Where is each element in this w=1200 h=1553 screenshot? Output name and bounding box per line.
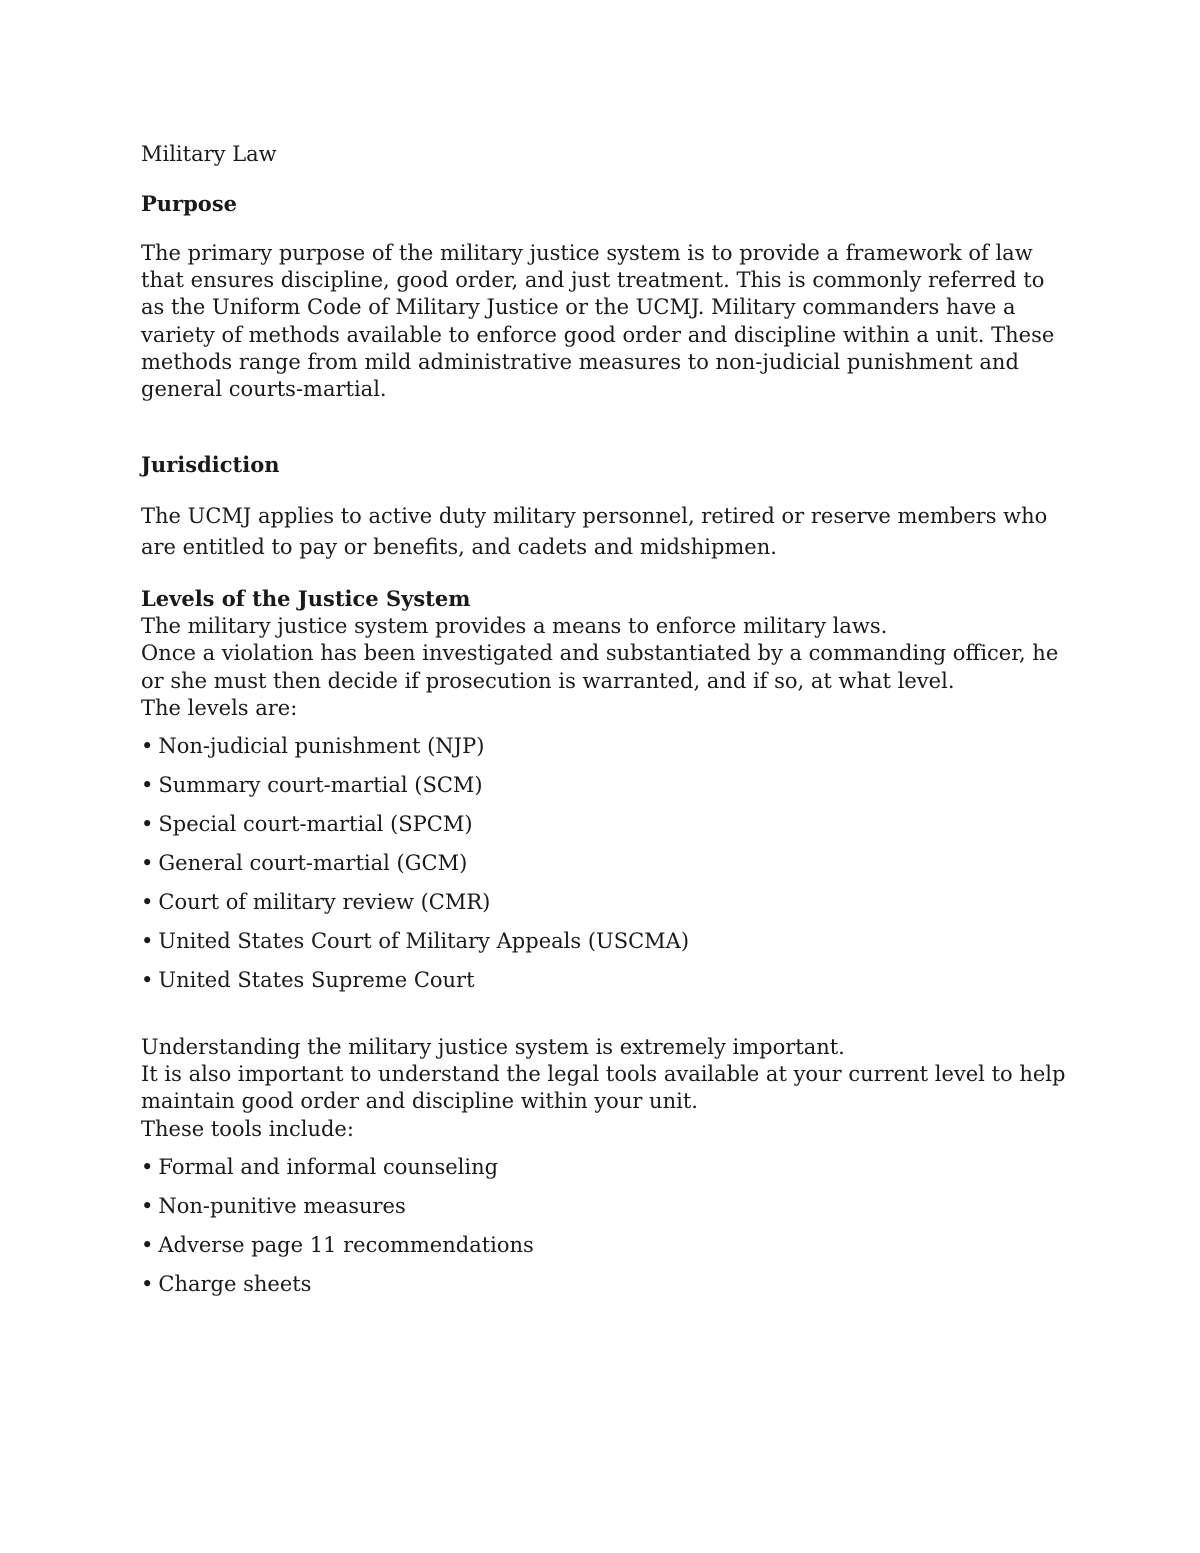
levels-intro-line: The levels are:	[141, 695, 298, 720]
bullet-icon: •	[141, 1271, 154, 1296]
tools-list	[141, 1153, 1071, 1298]
list-item-text: United States Supreme Court	[158, 968, 475, 993]
list-item-text: Non-judicial punishment (NJP)	[158, 734, 485, 759]
list-item-text: Non-punitive measures	[158, 1193, 406, 1218]
list-item	[141, 1270, 1071, 1298]
bullet-icon: •	[141, 968, 154, 993]
list-item-text: Special court-martial (SPCM)	[158, 812, 473, 837]
purpose-heading: Purpose	[141, 191, 237, 216]
list-item-text: Adverse page 11 recommendations	[158, 1232, 534, 1257]
bullet-icon: •	[141, 851, 154, 876]
list-item-text: Charge sheets	[158, 1271, 312, 1296]
document-content	[141, 140, 1071, 1309]
bullet-icon: •	[141, 773, 154, 798]
bullet-icon: •	[141, 929, 154, 954]
bullet-icon: •	[141, 1232, 154, 1257]
list-item	[141, 966, 1071, 994]
tools-intro-line: Understanding the military justice system is extremely important.	[141, 1035, 845, 1060]
bullet-icon: •	[141, 1154, 154, 1179]
list-item	[141, 888, 1071, 916]
jurisdiction-heading: Jurisdiction	[141, 452, 280, 478]
list-item-text: United States Court of Military Appeals (USCMA)	[158, 929, 690, 954]
levels-intro-line: Once a violation has been investigated and substantiated by a commanding officer, he or she must then decide if prosecution is warranted, and if so, at what level.	[141, 641, 1059, 693]
bullet-icon: •	[141, 812, 154, 837]
list-item-text: Formal and informal counseling	[158, 1154, 499, 1179]
levels-intro-line: The military justice system provides a means to enforce military laws.	[141, 614, 888, 639]
list-item-text: Court of military review (CMR)	[158, 890, 491, 915]
list-item	[141, 771, 1071, 799]
list-item-text: Summary court-martial (SCM)	[158, 773, 483, 798]
list-item	[141, 732, 1071, 760]
list-item	[141, 1153, 1071, 1181]
tools-intro-line: These tools include:	[141, 1116, 354, 1141]
bullet-icon: •	[141, 890, 154, 915]
list-item	[141, 1231, 1071, 1259]
levels-list	[141, 732, 1071, 994]
tools-intro-line: It is also important to understand the legal tools available at your current level to help maintain good order and discipline within your unit.	[141, 1062, 1066, 1114]
list-item	[141, 1192, 1071, 1220]
list-item	[141, 927, 1071, 955]
document-title: Military Law	[141, 142, 277, 166]
purpose-paragraph: The primary purpose of the military justice system is to provide a framework of law that ensures discipline, good order, and just treatment. This is commonly referred to as the Uniform Code of Military Justice or the UCMJ. Military commanders have a variety of methods available to enforce good order and discipline within a unit. These methods range from mild administrative measures to non-judicial punishment and general courts-martial.	[141, 241, 1055, 402]
list-item-text: General court-martial (GCM)	[158, 851, 468, 876]
jurisdiction-paragraph: The UCMJ applies to active duty military personnel, retired or reserve members who are entitled to pay or benefits, and cadets and midshipmen.	[141, 504, 1048, 560]
bullet-icon: •	[141, 1193, 154, 1218]
list-item	[141, 849, 1071, 877]
list-item	[141, 810, 1071, 838]
levels-heading: Levels of the Justice System	[141, 586, 471, 612]
bullet-icon: •	[141, 734, 154, 759]
